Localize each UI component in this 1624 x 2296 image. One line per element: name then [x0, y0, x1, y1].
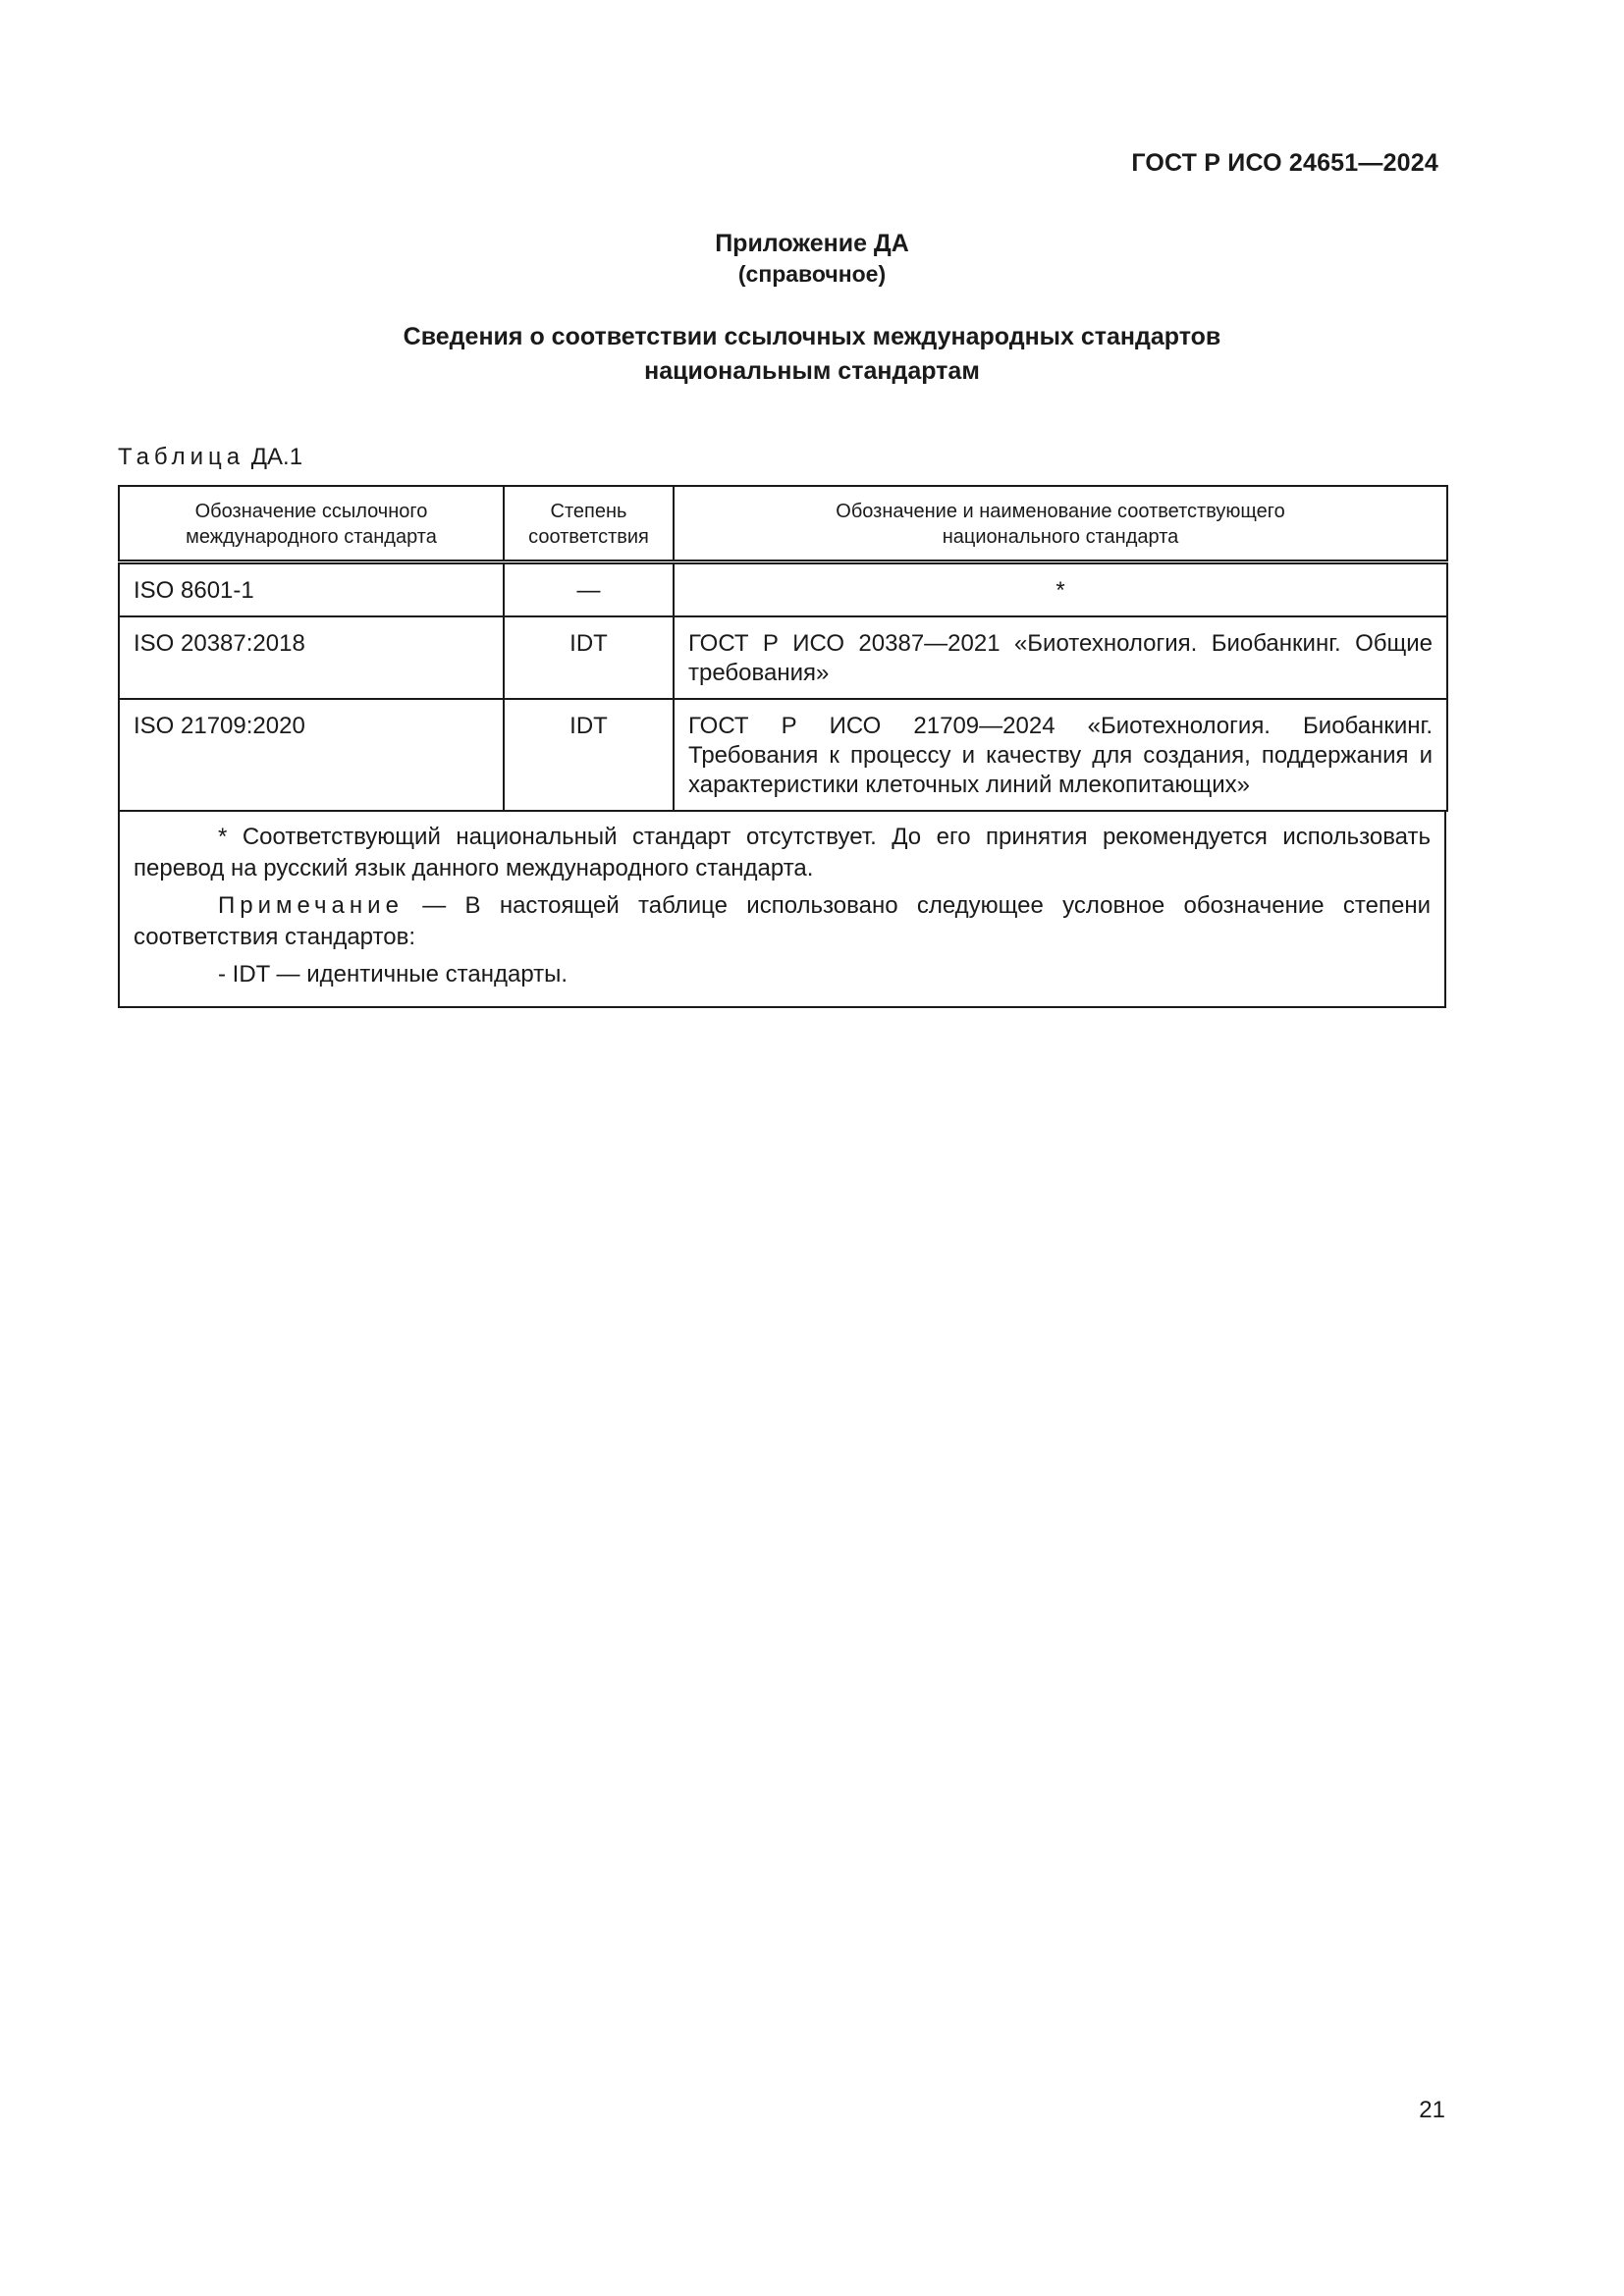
table-caption-word: Таблица	[118, 444, 245, 470]
table-row	[119, 562, 1447, 617]
header-reference-standard	[119, 486, 504, 562]
header-col3-line2: национального стандарта	[942, 526, 1179, 548]
document-code-header: ГОСТ Р ИСО 24651—2024	[1131, 149, 1438, 177]
cell-degree: —	[504, 562, 674, 617]
table-row	[119, 616, 1447, 699]
table-row	[119, 699, 1447, 811]
appendix-subtitle: (справочное)	[737, 261, 887, 287]
appendix-title: Приложение ДА	[715, 230, 909, 257]
table-note	[134, 890, 1431, 953]
section-title-line-2: национальным стандартам	[644, 357, 980, 385]
cell-reference: ISO 21709:2020	[119, 699, 504, 811]
appendix-heading	[0, 228, 1624, 289]
cell-reference: ISO 20387:2018	[119, 616, 504, 699]
cell-reference: ISO 8601-1	[119, 562, 504, 617]
section-title-line-1: Сведения о соответствии ссылочных международных стандартов	[403, 323, 1221, 350]
note-text: — В настоящей таблице использовано следующее условное обозначение степени соответствия стандартов:	[134, 892, 1431, 950]
header-col3-line1: Обозначение и наименование соответствующего	[836, 501, 1285, 522]
table-footnote: * Соответствующий национальный стандарт отсутствует. До его принятия рекомендуется использовать перевод на русский язык данного международного стандарта.	[134, 824, 1431, 881]
table-caption	[118, 444, 302, 471]
header-col2-line1: Степень	[550, 501, 627, 522]
header-col1-line2: международного стандарта	[186, 526, 437, 548]
note-label: Примечание	[218, 892, 404, 919]
header-col2-line2: соответствия	[528, 526, 649, 548]
cell-degree: IDT	[504, 616, 674, 699]
cell-national: *	[674, 562, 1447, 617]
table-notes	[118, 812, 1446, 1008]
header-national-standard	[674, 486, 1447, 562]
cell-degree: IDT	[504, 699, 674, 811]
table-caption-number: ДА.1	[250, 444, 303, 470]
page-number: 21	[1419, 2097, 1445, 2123]
section-title	[0, 320, 1624, 389]
note-list-item: - IDT — идентичные стандарты.	[218, 961, 568, 988]
cell-national: ГОСТ Р ИСО 21709—2024 «Биотехнология. Биобанкинг. Требования к процессу и качеству для создания, поддержания и характеристики клеточных линий млекопитающих»	[674, 699, 1447, 811]
correspondence-table-container	[118, 485, 1446, 1008]
correspondence-table	[118, 485, 1448, 812]
header-col1-line1: Обозначение ссылочного	[194, 501, 428, 522]
table-header-row	[119, 486, 1447, 562]
cell-national: ГОСТ Р ИСО 20387—2021 «Биотехнология. Биобанкинг. Общие требования»	[674, 616, 1447, 699]
header-degree	[504, 486, 674, 562]
